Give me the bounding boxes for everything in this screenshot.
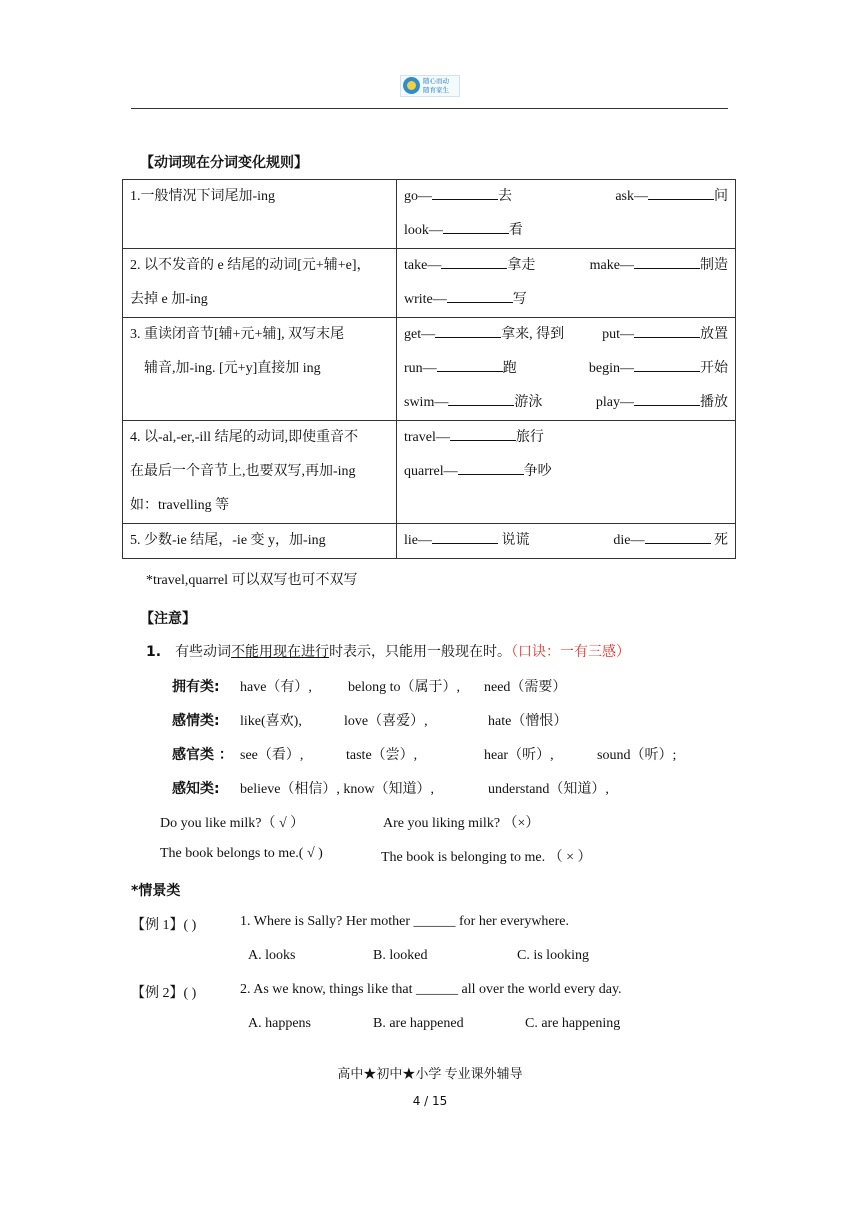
fill-item xyxy=(590,249,728,283)
category-item: need（需要） xyxy=(484,680,567,695)
answer-blank[interactable] xyxy=(447,288,513,303)
verb-meaning: 问 xyxy=(714,189,728,204)
logo-text-line2: 随育家生 xyxy=(423,86,449,94)
answer-blank[interactable] xyxy=(432,529,498,544)
rule-text-line: 在最后一个音节上,也要双写,再加-ing xyxy=(130,464,356,479)
rule-text-line: 去掉 e 加-ing xyxy=(130,292,208,307)
verb-meaning: 播放 xyxy=(700,395,728,410)
notice-text-underlined: 不能用现在进行 xyxy=(231,645,330,660)
verb-meaning: 写 xyxy=(512,292,527,307)
example-right: Are you liking milk? （×） xyxy=(383,816,540,831)
exercise-option: B. are happened xyxy=(373,1016,464,1031)
rule-row xyxy=(123,249,736,318)
fill-item xyxy=(602,318,728,352)
rule-text-line: 如：travelling 等 xyxy=(130,498,230,513)
example-line xyxy=(404,283,728,317)
fill-item xyxy=(404,455,552,489)
verb-prompt: get— xyxy=(404,327,436,342)
fill-item xyxy=(404,421,544,455)
rule-row xyxy=(123,421,736,524)
answer-blank[interactable] xyxy=(450,426,516,441)
category-label: 感情类: xyxy=(172,713,220,729)
fill-item xyxy=(404,524,530,558)
rule-examples xyxy=(397,180,736,249)
verb-meaning: 开始 xyxy=(700,361,728,376)
category-item: hear（听）, xyxy=(484,748,554,763)
page-number: 4 / 15 xyxy=(412,1094,448,1108)
scene-title: *情景类 xyxy=(131,883,181,899)
verb-prompt: take— xyxy=(404,258,442,273)
category-emotion xyxy=(172,710,220,730)
exercise-option: C. is looking xyxy=(517,948,589,963)
verb-meaning: 去 xyxy=(498,189,512,204)
verb-prompt: go— xyxy=(404,189,432,204)
answer-blank[interactable] xyxy=(634,357,700,372)
example-line xyxy=(404,524,728,558)
example-line xyxy=(404,421,728,455)
logo-emblem-icon xyxy=(403,77,420,94)
exercise-label: 【例 1】( ) xyxy=(131,918,197,933)
fill-item xyxy=(404,283,527,317)
category-item: like(喜欢), xyxy=(240,714,302,729)
category-possession xyxy=(172,676,220,696)
verb-prompt: ask— xyxy=(615,189,648,204)
section-title: 【动词现在分词变化规则】 xyxy=(140,155,308,171)
answer-blank[interactable] xyxy=(634,254,700,269)
verb-prompt: swim— xyxy=(404,395,449,410)
answer-blank[interactable] xyxy=(435,323,501,338)
category-item: have（有）, xyxy=(240,680,312,695)
verb-meaning: 拿来, 得到 xyxy=(501,327,565,342)
category-label: 感知类: xyxy=(172,781,220,797)
rule-examples xyxy=(397,249,736,318)
example-line xyxy=(404,352,728,386)
rules-table xyxy=(122,179,736,559)
exercise-option: A. happens xyxy=(248,1016,311,1031)
fill-item xyxy=(589,352,728,386)
verb-meaning: 游泳 xyxy=(514,395,543,410)
category-item: hate（憎恨） xyxy=(488,714,568,729)
answer-blank[interactable] xyxy=(634,323,700,338)
rule-description xyxy=(123,524,397,559)
rule-text-line: 5. 少数-ie 结尾，-ie 变 y，加-ing xyxy=(130,533,326,548)
verb-prompt: play— xyxy=(595,395,634,410)
answer-blank[interactable] xyxy=(437,357,503,372)
verb-prompt: die— xyxy=(613,533,645,548)
verb-meaning: 说谎 xyxy=(498,533,530,548)
verb-meaning: 死 xyxy=(710,533,728,548)
fill-item xyxy=(596,386,728,420)
example-line xyxy=(404,318,728,352)
verb-meaning: 争吵 xyxy=(523,464,552,479)
category-item: taste（尝）, xyxy=(346,748,418,763)
verb-meaning: 跑 xyxy=(502,361,517,376)
rule-examples xyxy=(397,421,736,524)
verb-prompt: travel— xyxy=(404,430,450,445)
verb-prompt: look— xyxy=(404,223,443,238)
category-cognition xyxy=(172,778,220,798)
fill-item xyxy=(615,180,728,214)
note-travel: *travel,quarrel 可以双写也可不双写 xyxy=(146,573,358,588)
rule-description xyxy=(123,421,397,524)
exercise-question: 1. Where is Sally? Her mother ______ for her everywhere. xyxy=(240,914,570,929)
fill-item xyxy=(613,524,728,558)
example-line xyxy=(404,455,728,489)
category-label: 拥有类: xyxy=(172,679,220,695)
answer-blank[interactable] xyxy=(634,391,700,406)
exercise-option: C. are happening xyxy=(525,1016,621,1031)
header-logo xyxy=(400,75,460,97)
category-senses xyxy=(172,744,233,764)
notice-line xyxy=(146,641,630,661)
rule-text-line: 3. 重读闭音节[辅+元+辅], 双写末尾 xyxy=(130,327,345,342)
rule-text-line: 1.一般情况下词尾加-ing xyxy=(130,189,276,204)
verb-prompt: begin— xyxy=(588,361,634,376)
fill-item xyxy=(404,318,564,352)
rule-description xyxy=(123,318,397,421)
exercise-option: A. looks xyxy=(248,948,296,963)
example-line xyxy=(404,180,728,214)
example-right: The book is belonging to me. （ × ） xyxy=(381,850,592,865)
exercise-label: 【例 2】( ) xyxy=(131,986,197,1001)
rule-description xyxy=(123,249,397,318)
fill-item xyxy=(404,352,517,386)
exercise-question: 2. As we know, things like that ______ all over the world every day. xyxy=(240,982,622,997)
example-line xyxy=(404,386,728,420)
verb-meaning: 拿走 xyxy=(507,258,536,273)
category-label: 感官类 ： xyxy=(172,747,233,763)
verb-prompt: lie— xyxy=(404,533,432,548)
verb-meaning: 放置 xyxy=(700,327,728,342)
notice-text-post: 时表示，只能用一般现在时。 xyxy=(329,645,512,660)
exercise-option: B. looked xyxy=(373,948,428,963)
notice-mnemonic: （口诀：一有三感） xyxy=(511,645,631,660)
answer-blank[interactable] xyxy=(458,460,524,475)
category-item: sound（听）; xyxy=(597,748,677,763)
category-item: understand（知道）, xyxy=(488,782,609,797)
fill-item xyxy=(404,249,535,283)
rule-text-line: 辅音,加-ing. [元+y]直接加 ing xyxy=(144,361,321,376)
fill-item xyxy=(404,214,523,248)
answer-blank[interactable] xyxy=(648,185,714,200)
verb-meaning: 看 xyxy=(508,223,523,238)
verb-prompt: write— xyxy=(404,292,447,307)
answer-blank[interactable] xyxy=(443,219,509,234)
category-item: believe（相信）, know（知道）, xyxy=(240,782,435,797)
rule-row xyxy=(123,318,736,421)
verb-prompt: quarrel— xyxy=(404,464,458,479)
rule-examples xyxy=(397,524,736,559)
example-left: Do you like milk?（ √ ） xyxy=(160,816,305,831)
category-item: see（看）, xyxy=(240,748,304,763)
notice-number: 1. xyxy=(146,644,162,660)
verb-prompt: put— xyxy=(602,327,634,342)
example-line xyxy=(404,249,728,283)
rule-text-line: 2. 以不发音的 e 结尾的动词[元+辅+e]， xyxy=(130,258,371,273)
footer-text: 高中★初中★小学 专业课外辅导 xyxy=(337,1066,523,1081)
verb-meaning: 制造 xyxy=(700,258,728,273)
header-divider xyxy=(131,108,728,109)
fill-item xyxy=(404,386,542,420)
verb-prompt: make— xyxy=(589,258,634,273)
rule-description xyxy=(123,180,397,249)
notice-text-pre: 有些动词 xyxy=(175,645,232,660)
logo-text-line1: 随心而动 xyxy=(423,77,449,85)
answer-blank[interactable] xyxy=(645,529,711,544)
example-left: The book belongs to me.( √ ) xyxy=(160,846,323,861)
verb-prompt: run— xyxy=(404,361,437,376)
answer-blank[interactable] xyxy=(448,391,514,406)
notice-title: 【注意】 xyxy=(140,611,196,627)
fill-item xyxy=(404,180,512,214)
answer-blank[interactable] xyxy=(432,185,498,200)
example-line xyxy=(404,214,728,248)
answer-blank[interactable] xyxy=(441,254,507,269)
rule-examples xyxy=(397,318,736,421)
category-item: love（喜爱）, xyxy=(344,714,428,729)
rule-text-line: 4. 以-al,-er,-ill 结尾的动词,即使重音不 xyxy=(130,430,359,445)
category-item: belong to（属于）, xyxy=(348,680,460,695)
rule-row xyxy=(123,180,736,249)
rule-row xyxy=(123,524,736,559)
verb-meaning: 旅行 xyxy=(515,430,544,445)
